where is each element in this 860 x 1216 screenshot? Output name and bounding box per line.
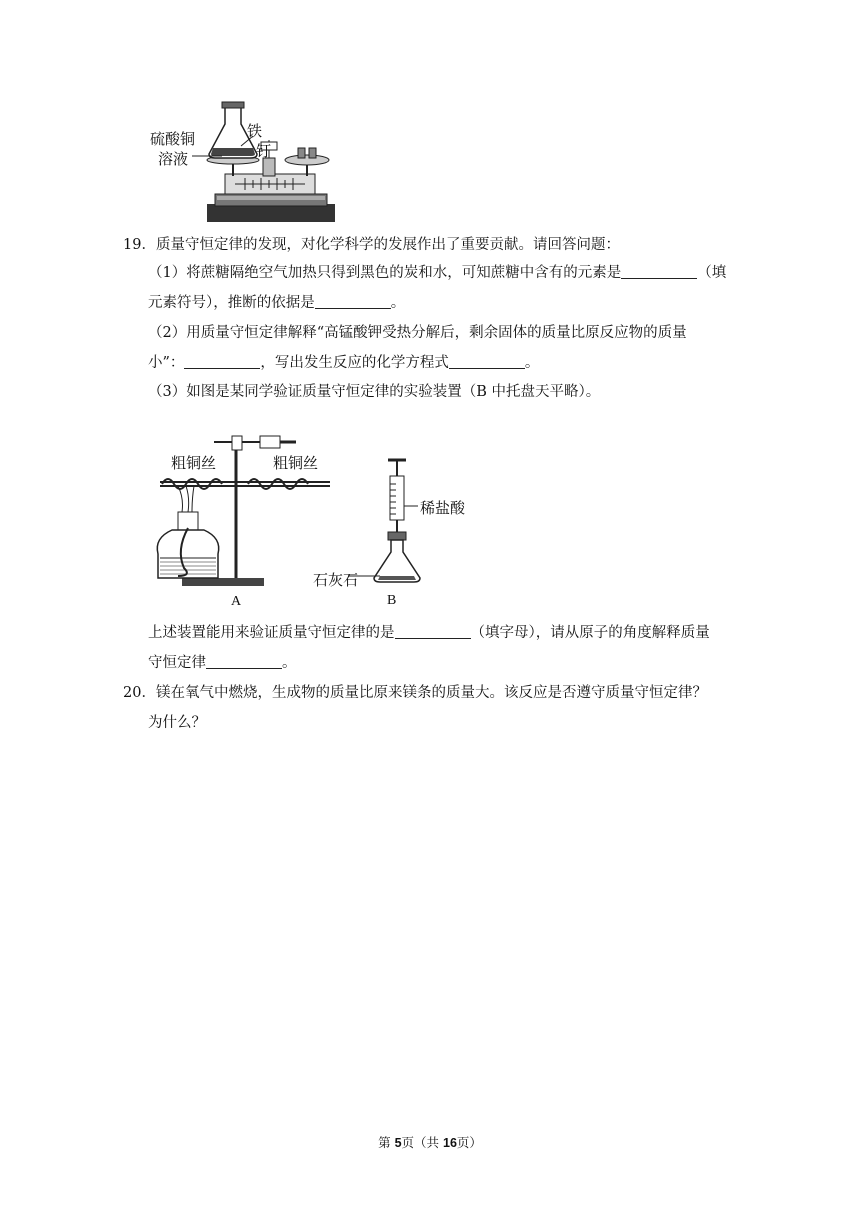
figure-label-a: A (231, 594, 242, 609)
page-footer (0, 1133, 860, 1151)
q19-part2-answer-blank1[interactable] (184, 354, 260, 369)
q19-part2-text-d: 。 (524, 355, 540, 371)
q19-part2-line1 (148, 323, 687, 343)
q19-followup-line1 (148, 623, 710, 643)
q19-followup-text-c: 守恒定律 (148, 655, 206, 671)
copper-wire-label-left: 粗铜丝 (171, 454, 217, 472)
nail-label-line1: 铁 (247, 122, 263, 140)
nail-label-line2: 钉 (256, 142, 272, 160)
q19-followup-line2 (148, 653, 297, 673)
figure-label-b: B (387, 593, 397, 608)
q19-intro-line (123, 235, 620, 255)
solution-label-line2: 溶液 (158, 150, 189, 168)
q19-followup-text-d: 。 (282, 655, 297, 671)
q19-part2-answer-blank2[interactable] (449, 354, 525, 369)
q19-part1-text-b: （填 (697, 265, 727, 281)
q19-part2-text-b: 小”： (148, 355, 185, 371)
footer-post: 页） (456, 1135, 482, 1150)
q19-part1-answer-blank2[interactable] (315, 294, 391, 309)
q19-followup-answer-blank1[interactable] (395, 624, 471, 639)
q19-part2-text-c: ，写出发生反应的化学方程式 (260, 355, 449, 371)
q19-part2-text-a: （2）用质量守恒定律解释“高锰酸钾受热分解后，剩余固体的质量比原反应物的质量 (148, 325, 687, 341)
q19-part1-text-c: 元素符号），推断的依据是 (148, 295, 315, 311)
q19-followup-text-b: （填字母），请从原子的角度解释质量 (470, 625, 710, 641)
q20-line2 (148, 713, 206, 733)
dilute-hcl-label: 稀盐酸 (420, 499, 466, 517)
q20-text-line1: 镁在氧气中燃烧，生成物的质量比原来镁条的质量大。该反应是否遵守质量守恒定律？ (155, 685, 707, 701)
footer-mid: 页（共 (401, 1135, 443, 1150)
q19-part1-line1 (148, 263, 726, 283)
footer-pre: 第 (378, 1135, 395, 1150)
q19-intro: 质量守恒定律的发现，对化学科学的发展作出了重要贡献。请回答问题： (155, 237, 620, 253)
q20-text-line2: 为什么？ (148, 715, 206, 731)
q19-number: 19． (123, 237, 156, 253)
q20-number: 20． (123, 685, 156, 701)
q19-followup-text-a: 上述装置能用来验证质量守恒定律的是 (148, 625, 395, 641)
balance-apparatus-drawing (195, 98, 345, 224)
copper-wire-label-right: 粗铜丝 (273, 454, 319, 472)
q19-part1-answer-blank1[interactable] (621, 264, 697, 279)
q19-part3-text: （3）如图是某同学验证质量守恒定律的实验装置（B 中托盘天平略）。 (148, 384, 601, 400)
q20-line1 (123, 683, 707, 703)
q19-part1-line2 (148, 293, 405, 313)
q19-part2-line2 (148, 353, 539, 373)
q19-part1-text-a: （1）将蔗糖隔绝空气加热只得到黑色的炭和水，可知蔗糖中含有的元素是 (148, 265, 622, 281)
q19-part3-line (148, 382, 600, 402)
total-pages: 16 (443, 1136, 457, 1150)
q19-followup-answer-blank2[interactable] (206, 654, 282, 669)
q19-part1-text-d: 。 (390, 295, 406, 311)
solution-pointer-line (192, 150, 222, 160)
page-number: 5 (394, 1136, 402, 1150)
limestone-label: 石灰石 (313, 571, 359, 589)
solution-label-line1: 硫酸铜 (150, 130, 196, 148)
